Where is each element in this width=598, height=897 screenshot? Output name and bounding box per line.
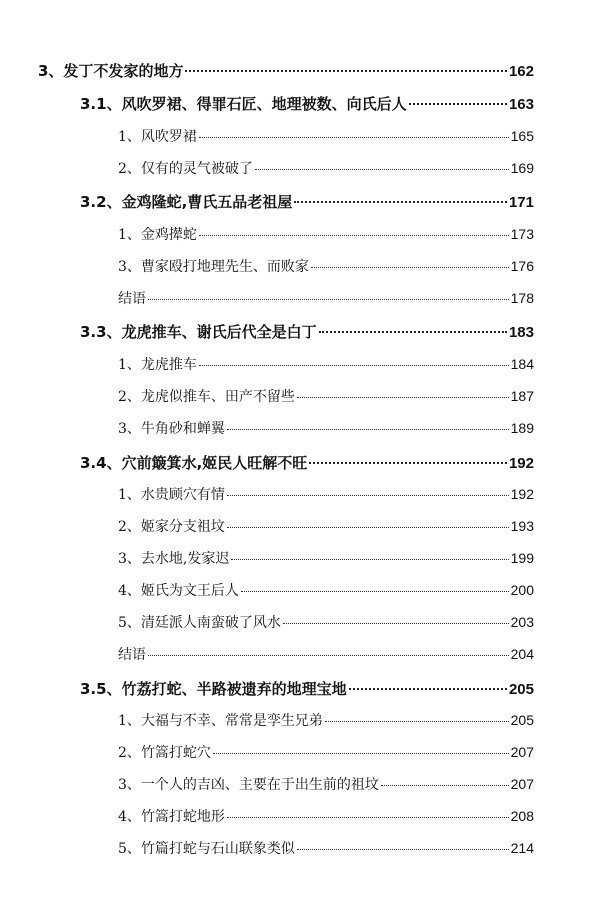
toc-entry-page: 203 [510, 614, 534, 630]
toc-entry-page: 192 [510, 486, 534, 502]
toc-entry-label: 4、姬氏为文王后人 [118, 583, 239, 599]
toc-entry-label: 1、水贵顾穴有情 [118, 487, 225, 503]
toc-entry[interactable] [118, 742, 534, 762]
toc-entry[interactable] [118, 580, 534, 600]
toc-entry[interactable] [118, 516, 534, 536]
dot-leader [309, 462, 507, 464]
toc-entry-page: 162 [508, 63, 534, 80]
dot-leader [409, 103, 507, 105]
dot-leader [213, 753, 509, 754]
toc-entry-label: 4、竹篙打蛇地形 [118, 809, 225, 825]
dot-leader [349, 688, 507, 690]
toc-entry-label: 3.2、金鸡隆蛇,曹氏五品老祖屋 [80, 193, 293, 211]
toc-entry-page: 193 [510, 518, 534, 534]
dot-leader [319, 331, 507, 333]
toc-entry[interactable] [118, 224, 534, 244]
toc-entry[interactable] [118, 158, 534, 178]
toc-entry-label: 2、竹篙打蛇穴 [118, 745, 211, 761]
toc-entry-label: 2、姬家分支祖坟 [118, 519, 225, 535]
dot-leader [199, 365, 509, 366]
toc-entry[interactable] [118, 838, 534, 858]
toc-entry[interactable] [80, 678, 534, 699]
toc-entry-page: 205 [508, 681, 534, 698]
toc-entry-label: 3.1、风吹罗裙、得罪石匠、地理被数、向氏后人 [80, 95, 407, 113]
toc-entry[interactable] [118, 386, 534, 406]
toc-entry-label: 2、仅有的灵气被破了 [118, 161, 253, 177]
toc-entry-label: 3、去水地,发家迟 [118, 551, 230, 567]
dot-leader [199, 137, 509, 138]
toc-entry[interactable] [80, 93, 534, 114]
dot-leader [231, 559, 508, 560]
dot-leader [241, 591, 509, 592]
toc-entry-label: 3.4、穴前簸箕水,姬民人旺解不旺 [80, 454, 308, 472]
dot-leader [294, 201, 507, 203]
toc-entry-label: 3、牛角砂和蝉翼 [118, 421, 225, 437]
toc-entry-label: 1、金鸡撵蛇 [118, 227, 197, 243]
dot-leader [148, 655, 509, 656]
toc-entry-label: 3、发丁不发家的地方 [38, 62, 184, 80]
dot-leader [227, 527, 509, 528]
dot-leader [185, 70, 507, 72]
dot-leader [381, 785, 509, 786]
toc-entry-page: 176 [510, 258, 534, 274]
toc-entry-page: 199 [510, 550, 534, 566]
toc-entry-page: 207 [510, 776, 534, 792]
toc-entry[interactable] [118, 644, 534, 664]
dot-leader [227, 429, 509, 430]
toc-entry[interactable] [118, 710, 534, 730]
toc-entry-page: 184 [510, 356, 534, 372]
dot-leader [325, 721, 509, 722]
toc-entry-label: 3、一个人的吉凶、主要在于出生前的祖坟 [118, 777, 379, 793]
dot-leader [148, 299, 509, 300]
toc-entry-page: 183 [508, 324, 534, 341]
toc-entry[interactable] [118, 256, 534, 276]
toc-entry-page: 200 [510, 582, 534, 598]
dot-leader [199, 235, 509, 236]
dot-leader [227, 495, 509, 496]
toc-entry-page: 192 [508, 455, 534, 472]
toc-entry[interactable] [80, 452, 534, 473]
toc-entry-page: 207 [510, 744, 534, 760]
toc-entry[interactable] [118, 548, 534, 568]
toc-entry-page: 208 [510, 808, 534, 824]
dot-leader [283, 623, 509, 624]
dot-leader [227, 817, 509, 818]
toc-entry[interactable] [118, 126, 534, 146]
toc-entry-page: 205 [510, 712, 534, 728]
toc-entry[interactable] [118, 354, 534, 374]
toc-entry[interactable] [80, 321, 534, 342]
toc-entry-page: 204 [510, 646, 534, 662]
toc-entry-page: 214 [510, 840, 534, 856]
toc-entry-label: 5、清廷派人南蛮破了风水 [118, 615, 281, 631]
toc-entry-label: 1、风吹罗裙 [118, 129, 197, 145]
toc-entry[interactable] [80, 191, 534, 212]
dot-leader [311, 267, 509, 268]
toc-entry-page: 173 [510, 226, 534, 242]
toc-entry-label: 5、竹篇打蛇与石山联象类似 [118, 841, 295, 857]
toc-entry-label: 2、龙虎似推车、田产不留些 [118, 389, 295, 405]
toc-entry[interactable] [118, 612, 534, 632]
dot-leader [297, 397, 509, 398]
toc-entry-page: 171 [508, 194, 534, 211]
toc-entry-page: 189 [510, 420, 534, 436]
toc-entry-page: 169 [510, 160, 534, 176]
toc-entry-page: 163 [508, 96, 534, 113]
dot-leader [255, 169, 509, 170]
toc-entry[interactable] [118, 418, 534, 438]
toc-entry-page: 178 [510, 290, 534, 306]
toc-entry[interactable] [118, 288, 534, 308]
toc-entry-label: 结语 [118, 647, 146, 663]
toc-entry[interactable] [38, 60, 534, 81]
toc-entry[interactable] [118, 774, 534, 794]
toc-entry-label: 3、曹家殴打地理先生、而败家 [118, 259, 309, 275]
dot-leader [297, 849, 509, 850]
toc-entry[interactable] [118, 484, 534, 504]
toc-entry-label: 3.3、龙虎推车、谢氏后代全是白丁 [80, 323, 317, 341]
toc-entry-page: 187 [510, 388, 534, 404]
toc-entry-label: 1、龙虎推车 [118, 357, 197, 373]
toc-entry-label: 结语 [118, 291, 146, 307]
toc-entry-label: 3.5、竹荔打蛇、半路被遗弃的地理宝地 [80, 680, 347, 698]
toc-entry-label: 1、大福与不幸、常常是孪生兄弟 [118, 713, 323, 729]
toc-entry[interactable] [118, 806, 534, 826]
toc-entry-page: 165 [510, 128, 534, 144]
